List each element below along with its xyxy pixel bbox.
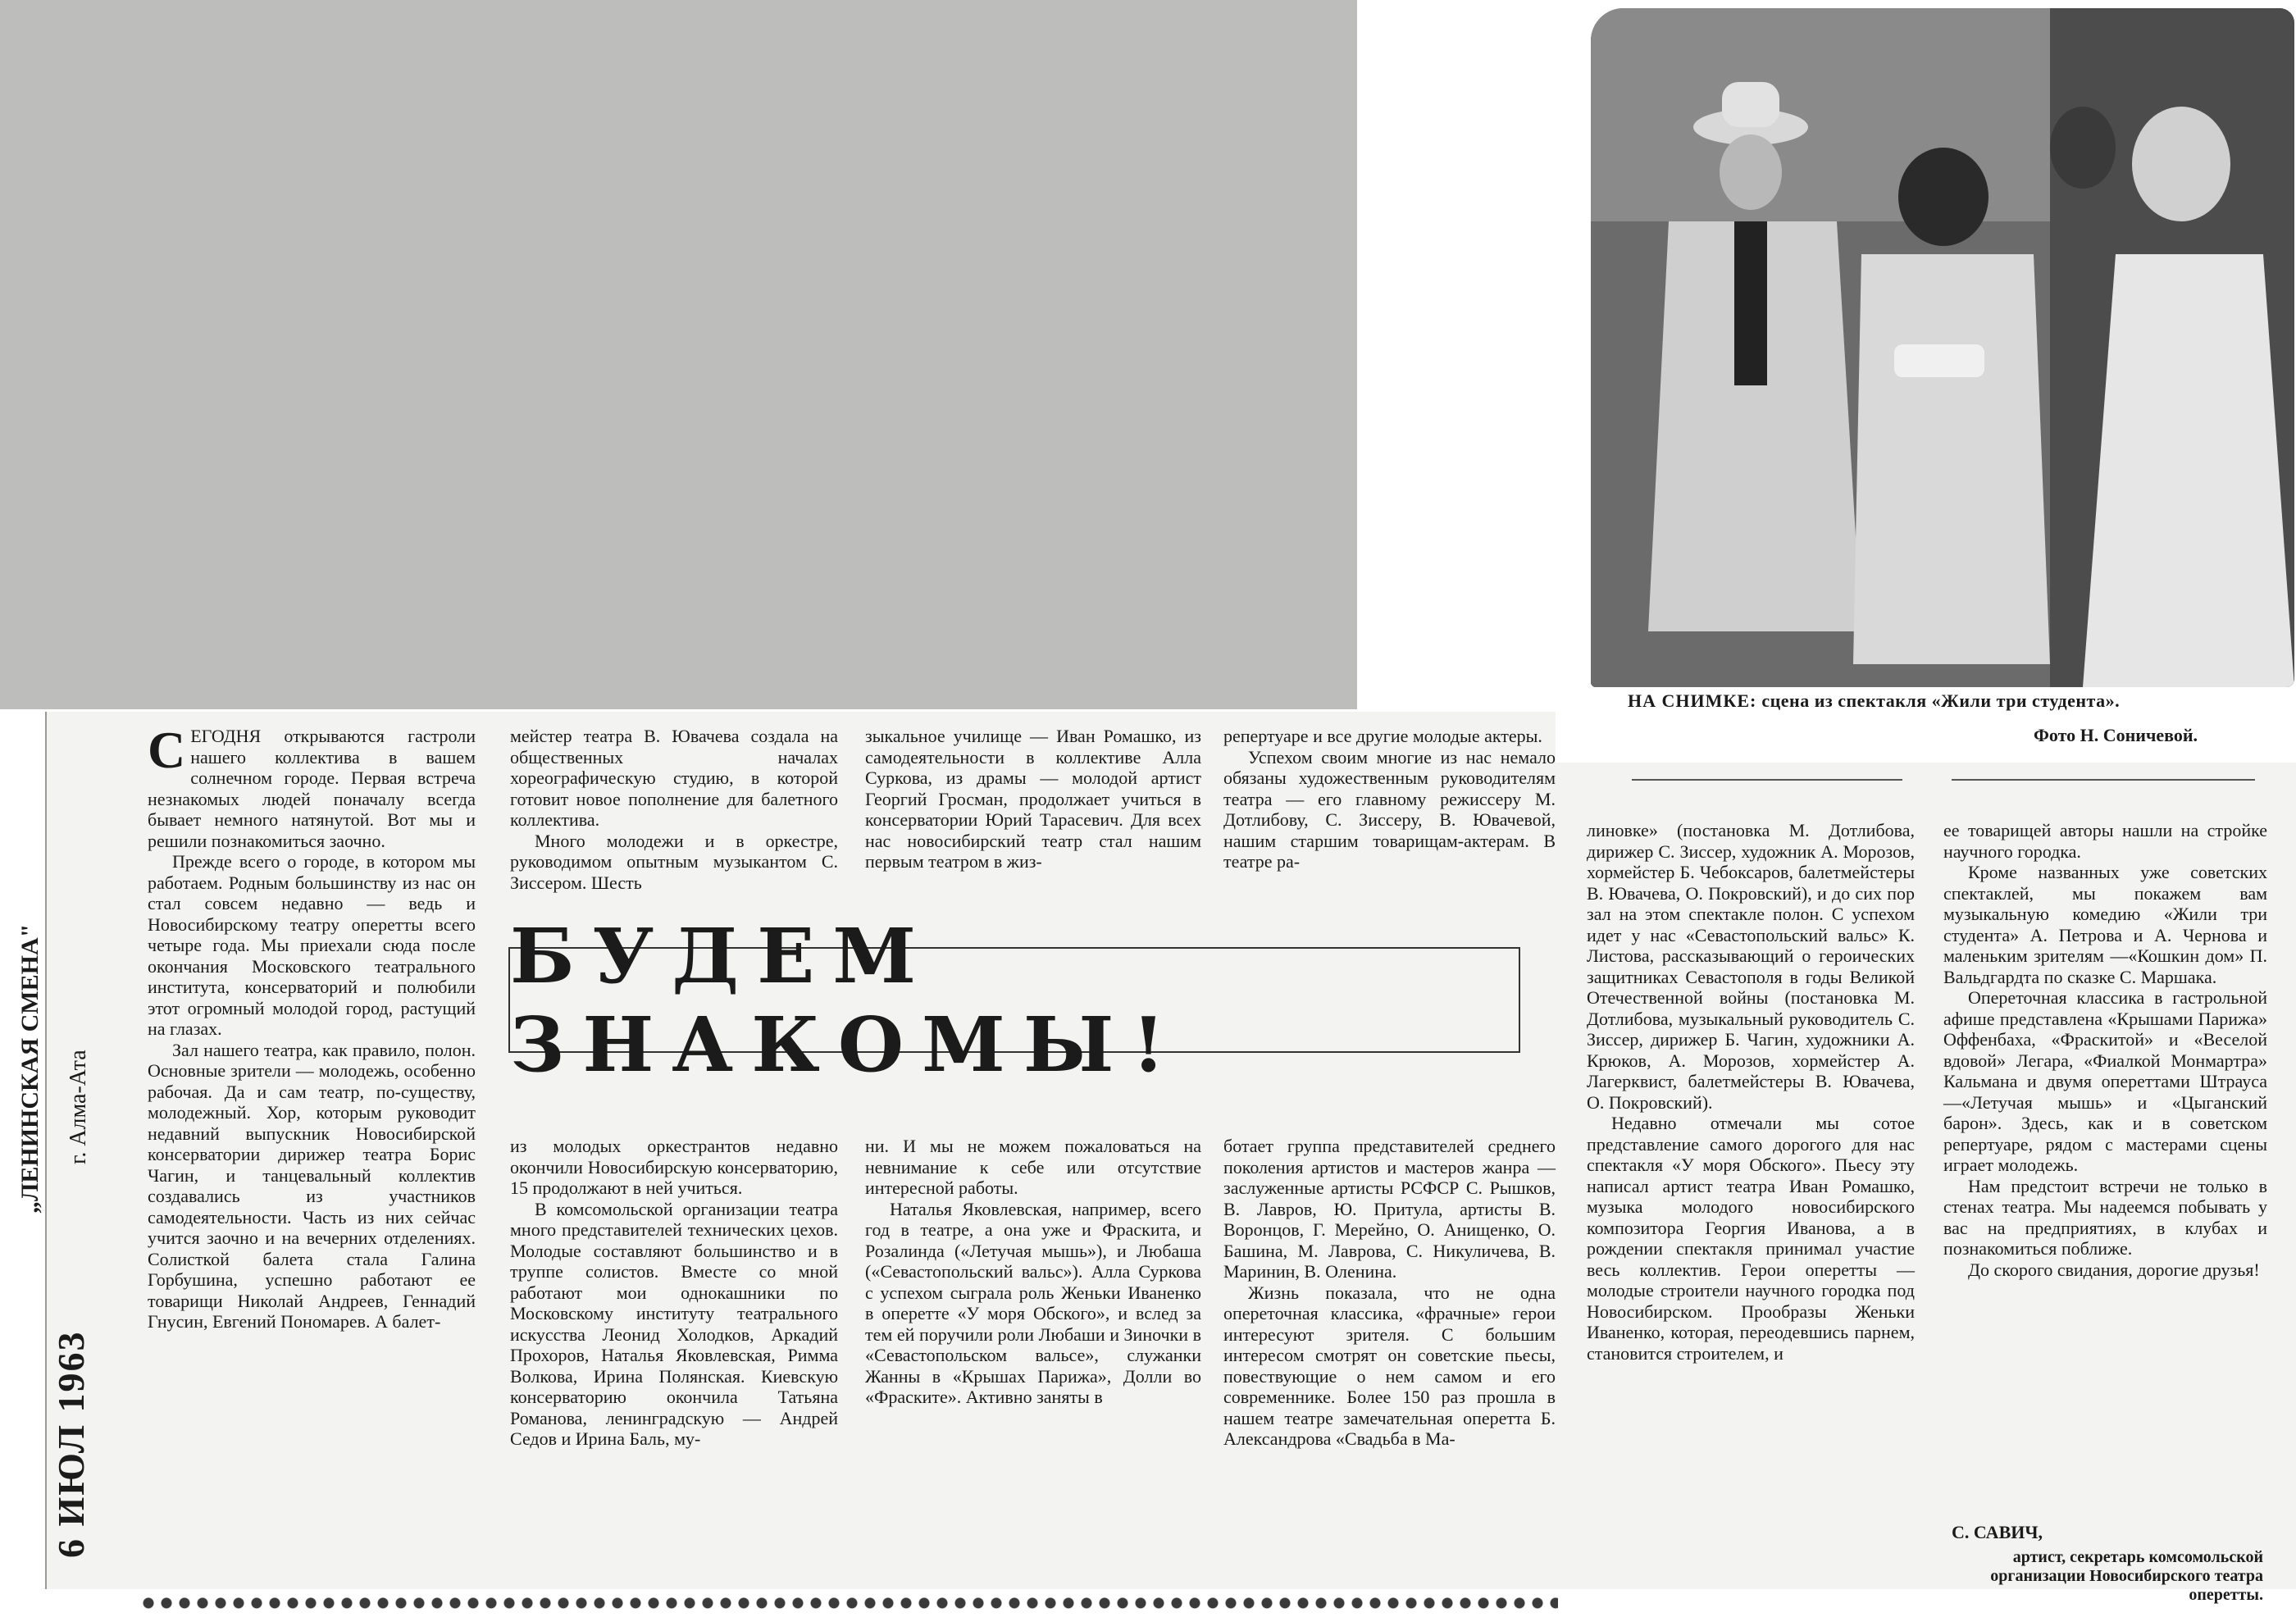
article-column-3-top <box>865 726 1201 872</box>
paragraph: Наталья Яковлевская, например, всего год в театре, а она уже и Фраскита, и Розалинда («Летучая мышь»), и Любаша («Севастопольский вальс»). Алла Суркова с успехом сыграла роль Женьки Иваненко в оперетте «У моря Обского», и вслед за тем ей поручили роли Любаши и Зиночки в «Севастопольском вальсе», служанки Жанны в «Крышах Парижа», Долли во «Фраските». Активно заняты в <box>865 1198 1201 1407</box>
paragraph: В комсомольской организации театра много представителей технических цехов. Молодые составляют большинство и в труппе солистов. Вместе со мной работают мои однокашники по Московскому институту театрального искусства Леонид Холодков, Аркадий Прохоров, Наталья Яковлевская, Римма Волкова, Ирина Полянская. Киевскую консерваторию окончила Татьяна Романова, ленинградскую — Андрей Седов и Ирина Баль, му- <box>510 1198 838 1449</box>
paragraph: Опереточная классика в гастрольной афише представлена «Крышами Парижа» Оффенбаха, «Фраскитой» и «Веселой вдовой» Легара, «Фиалкой Монмартра» Кальмана и двумя опереттами Штрауса —«Летучая мышь» и «Цыганский барон». Здесь, как и в советском репертуаре, рядом с мастерами сцены играет молодежь. <box>1943 987 2267 1175</box>
paragraph: из молодых оркестрантов недавно окончили Новосибирскую консерваторию, 15 продолжают в ней учиться. <box>510 1136 838 1198</box>
article-column-2-top <box>510 726 838 893</box>
author-signature: С. САВИЧ, <box>1952 1522 2043 1542</box>
paragraph: линовке» (постановка М. Дотлибова, дирижер С. Зиссер, художник А. Морозов, хормейстер Б. Чебоксаров, балетмейстеры В. Ювачева, О. Покровский), и до сих пор зал на этом спектакле полон. С успехом идет у нас «Севастопольский вальс» К. Листова, рассказывающий о героических защитниках Севастополя в годы Великой Отечественной войны (постановка М. Дотлибова, музыкальный руководитель С. Зиссер, дирижер Б. Чагин, художники А. Крюков, А. Морозов, хормейстер А. Лагерквист, балетмейстеры В. Ювачева, О. Покровский). <box>1587 820 1915 1113</box>
photo-credit: Фото Н. Соничевой. <box>2034 725 2198 745</box>
article-column-3-bottom <box>865 1136 1201 1408</box>
caption-label: НА СНИМКЕ: <box>1628 690 1757 711</box>
date-stamp: 6 ИЮЛ 1963 <box>50 1330 92 1558</box>
newspaper-city: г. Алма-Ата <box>66 1050 91 1164</box>
article-column-1 <box>148 721 476 1332</box>
photo-caption <box>1628 690 2251 712</box>
article-column-6 <box>1943 820 2267 1280</box>
paragraph: Зал нашего театра, как правило, полон. Основные зрители — молодежь, особенно рабочая. Да и сам театр, по-существу, молодежный. Хор, которым руководит недавний выпускник Новосибирской консерватории дирижер театра Борис Чагин, и танцевальный коллектив создавались из участников самодеятельности. Часть из них сейчас учится заочно и на вечерних отделениях. Солисткой балета стала Галина Горбушина, успешно работают ее товарищи Николай Андреев, Геннадий Гнусин, Евгений Пономарев. А балет- <box>148 1039 476 1332</box>
author-description: артист, секретарь комсомольской организации Новосибирского театра оперетты. <box>1990 1548 2263 1604</box>
paragraph: зыкальное училище — Иван Ромашко, из самодеятельности в коллективе Алла Суркова, из драмы — молодой артист Георгий Гросман, продолжает учиться в консерватории Юрий Тарасевич. Для всех нас новосибирский театр стал нашим первым театром в жиз- <box>865 726 1201 872</box>
paragraph: ее товарищей авторы нашли на стройке научного городка. <box>1943 820 2267 862</box>
paragraph: Много молодежи и в оркестре, руководимом опытным музыкантом С. Зиссером. Шесть <box>510 830 838 893</box>
paragraph: Успехом своим многие из нас немало обязаны художественным руководителям театра — его главному режиссеру М. Дотлибову, С. Зиссеру, В. Ювачевой, нашим старшим товарищам-актерам. В театре ра- <box>1223 746 1556 872</box>
paragraph: ни. И мы не можем пожаловаться на невнимание к себе или отсутствие интересной работы. <box>865 1136 1201 1198</box>
paragraph: Кроме названных уже советских спектаклей, мы покажем вам музыкальную комедию «Жили три студента» А. Петрова и А. Чернова и маленьким зрителям —«Кошкин дом» П. Вальдгардта по сказке С. Маршака. <box>1943 862 2267 987</box>
column-divider <box>1952 779 2255 781</box>
caption-text: сцена из спектакля «Жили три студента». <box>1761 690 2121 711</box>
perforation-dots <box>139 1595 1558 1611</box>
newspaper-name: „ЛЕНИНСКАЯ СМЕНА" <box>16 923 43 1214</box>
headline-box <box>508 911 1520 1089</box>
headline: БУДЕМ ЗНАКОМЫ! <box>510 911 1183 1089</box>
paragraph: Нам предстоит встречи не только в стенах театра. Мы надеемся побывать у вас на предприятиях, в клубах и познакомиться поближе. <box>1943 1175 2267 1259</box>
gray-background-card <box>0 0 1357 709</box>
paragraph: Недавно отмечали мы сотое представление самого дорогого для нас спектакля «У моря Обского». Пьесу эту написал артист театра Иван Ромашко, музыка молодого новосибирского композитора Георгия Иванова, а в рождении спектакля принимал участие весь коллектив. Герои оперетты — молодые строители научного городка под Новосибирском. Прообразы Женьки Иваненко, которая, переодевшись парнем, становится строителем, и <box>1587 1113 1915 1364</box>
paragraph: репертуаре и все другие молодые актеры. <box>1223 726 1542 746</box>
article-column-4-bottom <box>1223 1136 1556 1450</box>
paragraph: ЕГОДНЯ открываются гастроли нашего коллектива в вашем солнечном городе. Первая встреча незнакомых людей поначалу всегда бывает немного натянутой. Вот мы и решили познакомиться заочно. <box>148 726 476 851</box>
paragraph: До скорого свидания, дорогие друзья! <box>1968 1259 2260 1280</box>
paragraph: ботает группа представителей среднего поколения артистов и мастеров жанра — заслуженные артисты РСФСР С. Рышков, В. Лавров, Ю. Притула, артисты В. Воронцов, Г. Мерейно, О. Анищенко, О. Башина, М. Лаврова, С. Никуличева, В. Маринин, В. Оленина. <box>1223 1136 1556 1282</box>
column-divider <box>1632 779 1902 781</box>
stage-photo <box>1591 8 2294 687</box>
article-column-4-top <box>1223 726 1556 872</box>
paragraph: Жизнь показала, что не одна опереточная классика, «фрачные» герои интересуют зрителя. С большим интересом смотрят он советские пьесы, повествующие о нем самом и его современнике. Более 150 раз прошла в нашем театре замечательная оперетта Б. Александрова «Свадьба в Ма- <box>1223 1282 1556 1449</box>
article-column-2-bottom <box>510 1136 838 1450</box>
stage-scene-image <box>1591 8 2294 687</box>
paragraph: Прежде всего о городе, в котором мы работаем. Родным большинству из нас он стал совсем недавно — ведь и Новосибирскому театру оперетты всего четыре года. Мы приехали сюда после окончания Московского театрального института, консерваторий и полюбили этот огромный молодой город, растущий на глазах. <box>148 851 476 1039</box>
article-column-5 <box>1587 820 1915 1364</box>
paragraph: мейстер театра В. Ювачева создала на общественных началах хореографическую студию, в которой готовит новое пополнение для балетного коллектива. <box>510 726 838 830</box>
dropcap: С <box>148 721 186 779</box>
